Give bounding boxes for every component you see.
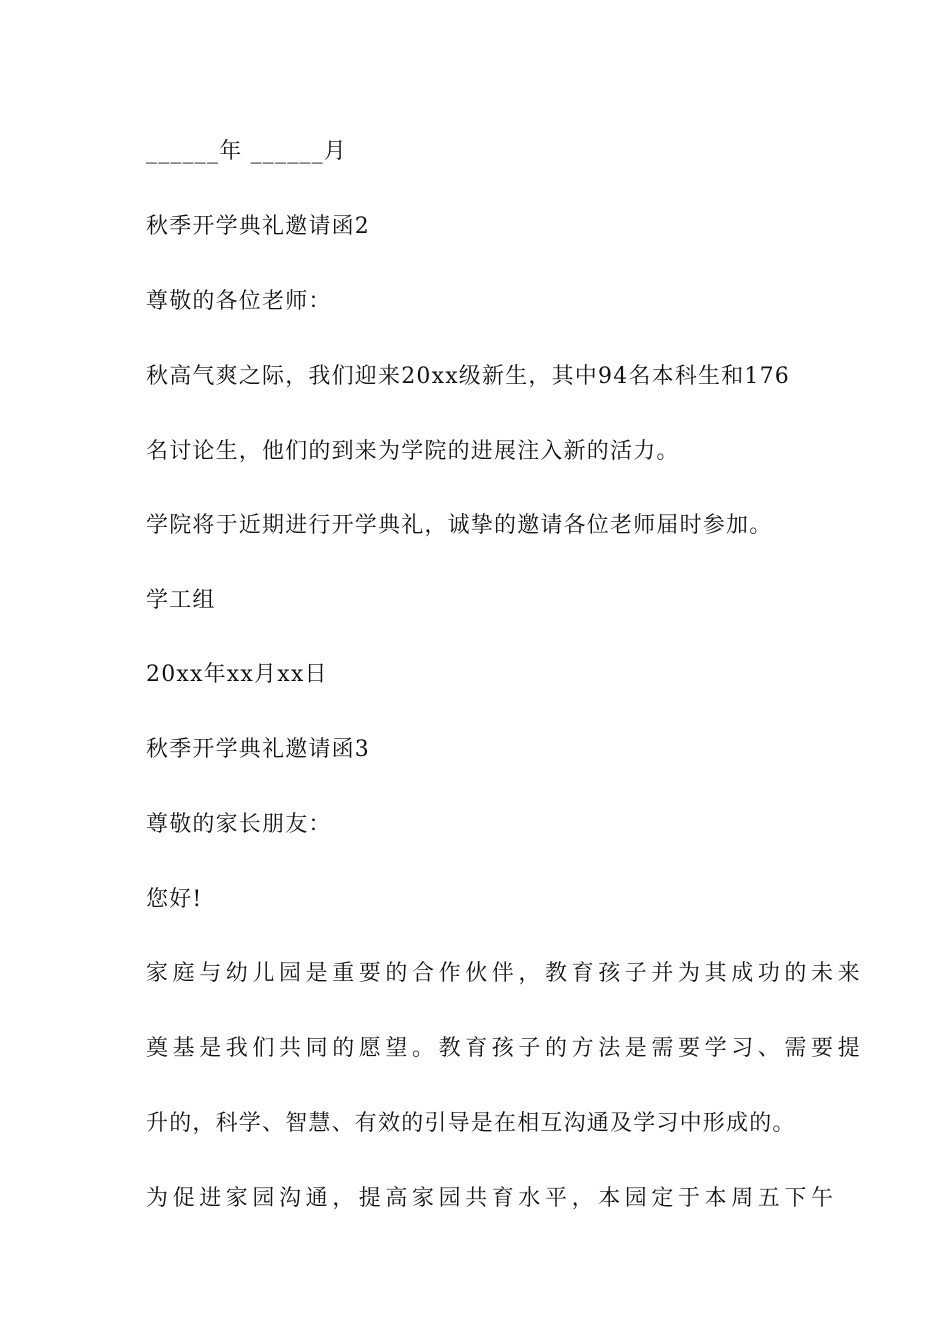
paragraph-line: 为促进家园沟通，提高家园共育水平，本园定于本周五下午 [146, 1186, 838, 1211]
paragraph-line: 秋高气爽之际，我们迎来20xx级新生，其中94名本科生和176 [146, 364, 790, 389]
paragraph-line: 学院将于近期进行开学典礼，诚挚的邀请各位老师届时参加。 [146, 513, 773, 538]
section-heading-2: 秋季开学典礼邀请函2 [146, 214, 370, 239]
signature-date: 20xx年xx月xx日 [146, 662, 328, 687]
section-heading-3: 秋季开学典礼邀请函3 [146, 737, 370, 762]
date-blank-line: ______年 ______月 [146, 139, 347, 164]
greeting: 您好! [146, 887, 203, 912]
signature-organization: 学工组 [146, 588, 216, 613]
salutation-teachers: 尊敬的各位老师： [146, 289, 332, 314]
paragraph-line: 升的，科学、智慧、有效的引导是在相互沟通及学习中形成的。 [146, 1111, 796, 1136]
paragraph-line: 家庭与幼儿园是重要的合作伙伴，教育孩子并为其成功的未来 [146, 961, 865, 986]
paragraph-line: 奠基是我们共同的愿望。教育孩子的方法是需要学习、需要提 [146, 1036, 865, 1061]
paragraph-line: 名讨论生，他们的到来为学院的进展注入新的活力。 [146, 439, 680, 464]
salutation-parents: 尊敬的家长朋友： [146, 812, 332, 837]
